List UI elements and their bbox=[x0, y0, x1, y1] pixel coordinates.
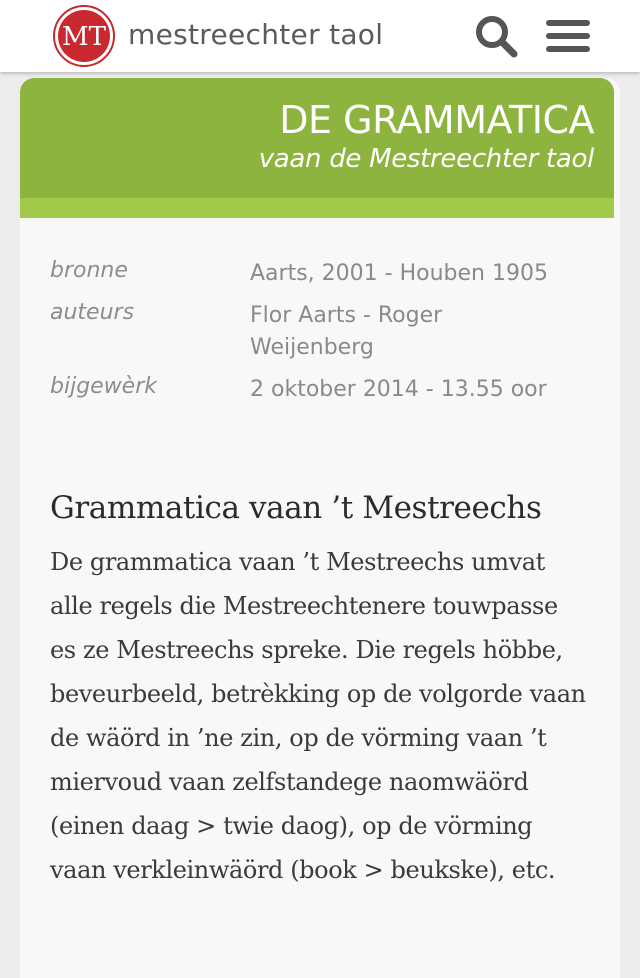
meta-label: auteurs bbox=[50, 300, 135, 325]
meta-value: Aarts, 2001 - Houben 1905 bbox=[250, 261, 548, 286]
article-body: De grammatica vaan ’t Mestreechs umvat alle regels die Mestreechtenere touwpasse es ze Mestreechs spreke. Die regels höbbe, beveurbeeld, betrèkking op de volgorde vaan de wäörd in ’ne zin, op de vörming vaan ’t miervoud vaan zelfstandege naomwäörd (einen daag > twie daog), op de vörming vaan verkleinwäörd (book > beukske), etc. bbox=[50, 548, 586, 884]
meta-value: 2 oktober 2014 - 13.55 oor bbox=[250, 377, 547, 402]
meta-row-updated bbox=[50, 374, 610, 416]
brand-name[interactable]: mestreechter taol bbox=[128, 18, 384, 51]
top-bar bbox=[0, 0, 640, 72]
meta-label: bijgewèrk bbox=[50, 374, 158, 399]
mt-logo[interactable] bbox=[52, 5, 116, 67]
hero-banner bbox=[20, 78, 614, 198]
meta-row-sources bbox=[50, 258, 610, 300]
hero-subtitle: vaan de Mestreechter taol bbox=[258, 144, 594, 174]
search-button[interactable] bbox=[472, 12, 520, 60]
meta-label: bronne bbox=[50, 258, 128, 283]
menu-button[interactable] bbox=[543, 14, 593, 58]
article-title: Grammatica vaan ’t Mestreechs bbox=[50, 490, 542, 526]
meta-value: Flor Aarts - Roger Weijenberg bbox=[250, 303, 443, 360]
meta-table bbox=[50, 258, 610, 416]
hamburger-menu-icon[interactable] bbox=[543, 14, 593, 58]
search-icon[interactable] bbox=[472, 12, 520, 60]
hero-strip bbox=[20, 198, 614, 218]
content-card bbox=[20, 78, 620, 978]
logo-lettering: MT bbox=[62, 22, 106, 52]
meta-row-authors bbox=[50, 300, 610, 374]
hero-title: DE GRAMMATICA bbox=[279, 98, 594, 142]
